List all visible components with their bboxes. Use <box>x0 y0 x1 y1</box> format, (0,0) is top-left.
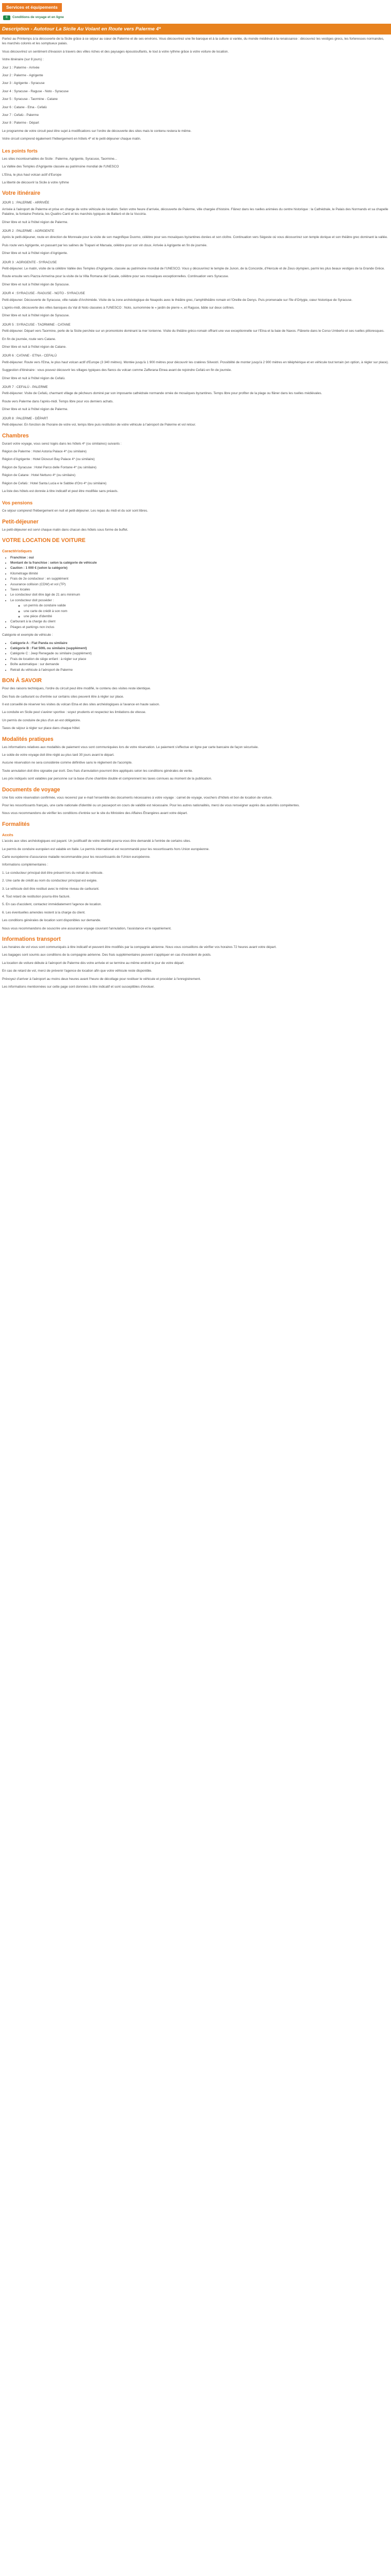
day-paragraph: Petit-déjeuner. Découverte de Syracuse, ville natale d'Archimède. Visite de la zone archéologique de Neapolis avec le théâtre grec, l'amphithéâtre romain et l'Oreille de Denys. Puis promenade sur l'île d'Ortygie, cœur historique de Syracuse. <box>2 298 353 302</box>
day-paragraph: Route vers Palerme dans l'après-midi. Temps libre pour vos derniers achats. <box>2 399 113 403</box>
car-feature-item: • Caution : 1 000 € (selon la catégorie) <box>10 566 389 570</box>
car-category-item: • Catégorie C : Jeep Renegade ou similaire (supplément) <box>10 651 389 656</box>
day-title: JOUR 7 : CEFALÙ - PALERME <box>2 385 48 389</box>
documents-paragraph: Nous vous recommandons de vérifier les conditions d'entrée sur le site du Ministère des Affaires Étrangères avant votre départ. <box>2 811 188 816</box>
day-paragraph: Petit-déjeuner. Visite de Cefalù, charmant village de pêcheurs dominé par son imposante cathédrale normande ornée de mosaïques byzantines. Temps libre pour profiter de la plage ou flâner dans les ruelles médiévales. <box>2 392 322 396</box>
section-heading-payment: Modalités pratiques <box>2 736 54 742</box>
car-feature-subitem: ◦ une pièce d'identité <box>24 614 389 619</box>
formalites-paragraph: Informations complémentaires : <box>2 863 48 867</box>
intro-paragraph: Le programme de votre circuit peut être sujet à modifications sur l'ordre de découverte des sites mais le contenu restera le même. <box>2 129 192 133</box>
section-heading-rooms: Chambres <box>2 432 29 439</box>
intro-paragraph: Jour 5 : Syracuse - Taormine - Catane <box>2 97 58 101</box>
room-item: La liste des hôtels est donnée à titre indicatif et peut être modifiée sans préavis. <box>2 489 119 493</box>
formalites-paragraph: Carte européenne d'assurance maladie recommandée pour les ressortissants de l'Union européenne. <box>2 855 151 859</box>
car-category-note: Catégorie et exemple de véhicule : <box>2 633 53 637</box>
day-paragraph: L'après-midi, découverte des villes baroques du Val di Noto classées à l'UNESCO : Noto, surnommée le « jardin de pierre », et Raguse, bâtie sur deux collines. <box>2 306 235 310</box>
car-rental-subheading: Caractéristiques <box>2 549 32 554</box>
intro-paragraph: Jour 1 : Palerme - Arrivée <box>2 65 40 70</box>
formalites-paragraph: L'accès aux sites archéologiques est payant. Un justificatif de votre identité pourra vous être demandé à l'entrée de certains sites. <box>2 839 191 843</box>
car-category-list <box>10 641 389 672</box>
points-line: Les sites incontournables de Sicile : Palerme, Agrigente, Syracuse, Taormine... <box>2 157 117 161</box>
payment-paragraph: Les prix indiqués sont valables par personne sur la base d'une chambre double et comprennent les taxes connues au moment de la publication. <box>2 777 212 781</box>
footer-spacer <box>0 993 391 1012</box>
room-item: Région d'Agrigente : Hotel Dioscuri Bay Palace 4* (ou similaire) <box>2 457 95 462</box>
formalites-paragraph: Le permis de conduire européen est valable en Italie. Le permis international est recommandé pour les ressortissants hors Union européenne. <box>2 847 210 851</box>
day-paragraph: Dîner libre et nuit à l'hôtel région de Palerme. <box>2 408 69 412</box>
conditions-link[interactable]: Conditions de voyage et en ligne <box>12 15 64 20</box>
car-feature-item: • Assurance collision (CDW) et vol (TP) <box>10 582 389 587</box>
day-paragraph: Dîner libre et nuit à l'hôtel région de Syracuse. <box>2 282 70 286</box>
car-category-item: • Catégorie B : Fiat 500L ou similaire (supplément) <box>10 646 389 651</box>
transport-paragraph: Les horaires de vol vous sont communiqués à titre indicatif et peuvent être modifiés par la compagnie aérienne. Nous vous conseillons de vérifier vos horaires 72 heures avant votre départ. <box>2 945 277 950</box>
intro-paragraph: Jour 4 : Syracuse - Raguse - Noto - Syracuse <box>2 89 69 93</box>
formalites-paragraph: Les conditions générales de location sont disponibles sur demande. <box>2 919 101 923</box>
section-heading-breakfast: Petit-déjeuner <box>2 518 39 525</box>
services-tag: Services et équipements <box>2 3 62 12</box>
points-line: L'Etna, le plus haut volcan actif d'Europe <box>2 173 62 177</box>
rooms-intro: Durant votre voyage, vous serez logés dans les hôtels 4* (ou similaires) suivants : <box>2 442 122 446</box>
day-paragraph: Route ensuite vers Piazza Armerina pour la visite de la Villa Romana del Casale, célèbre pour ses mosaïques exceptionnelles. Continuation vers Syracuse. <box>2 275 229 279</box>
day-title: JOUR 6 : CATANE - ETNA - CEFALÙ <box>2 354 57 358</box>
day-title: JOUR 8 : PALERME - DÉPART <box>2 416 48 420</box>
day-title: JOUR 2 : PALERME - AGRIGENTE <box>2 229 55 233</box>
day-paragraph: Dîner libre et nuit à l'hôtel région d'Agrigente. <box>2 251 68 256</box>
formalites-paragraph: 4. Tout retard de restitution pourra être facturé. <box>2 895 71 899</box>
car-category-item: • Frais de location de siège enfant : à régler sur place <box>10 657 389 662</box>
formalites-paragraph: 3. Le véhicule doit être restitué avec le même niveau de carburant. <box>2 887 100 891</box>
conditions-row[interactable] <box>3 14 391 21</box>
page-title: Description - Autotour La Sicile Au Volant en Route vers Palerme 4* <box>0 24 391 35</box>
section-heading-points: Les points forts <box>2 148 38 154</box>
main-content <box>0 37 391 990</box>
day-paragraph: Petit-déjeuner. Le matin, visite de la célèbre Vallée des Temples d'Agrigente, classée au patrimoine mondial de l'UNESCO. Vous y découvrirez le temple de Junon, de la Concorde, d'Hercule et de Zeus olympien, parmi les plus beaux vestiges de la Grande Grèce. <box>2 266 385 270</box>
car-category-item: • Catégorie A : Fiat Panda ou similaire <box>10 641 389 646</box>
formalites-paragraph: 1. Le conducteur principal doit être présent lors du retrait du véhicule. <box>2 871 104 875</box>
car-feature-subitem: ◦ un permis de conduire valide <box>24 603 389 608</box>
day-paragraph: Dîner libre et nuit à l'hôtel région de Cefalù. <box>2 376 66 380</box>
intro-paragraph: Jour 3 : Agrigente - Syracuse <box>2 81 45 86</box>
car-feature-item: • Péages et parkings non inclus <box>10 625 389 630</box>
car-feature-item: • Taxes locales <box>10 587 389 592</box>
intro-paragraph: Jour 7 : Cefalù - Palerme <box>2 113 39 117</box>
day-paragraph: Suggestion d'itinéraire : vous pouvez découvrir les villages typiques des flancs du volcan comme Zafferana Etnea avant de rejoindre Cefalù en fin de journée. <box>2 368 232 372</box>
formalites-subheading: Accès <box>2 832 13 837</box>
car-feature-item: • Le conducteur doit être âgé de 21 ans minimum <box>10 592 389 597</box>
points-line: La Vallée des Temples d'Agrigente classée au patrimoine mondial de l'UNESCO <box>2 165 119 169</box>
day-title: JOUR 3 : AGRIGENTE - SYRACUSE <box>2 260 57 264</box>
car-features-list <box>10 555 389 630</box>
room-item: Région de Palerme : Hotel Astoria Palace 4* (ou similaire) <box>2 449 87 453</box>
breakfast-text: Le petit-déjeuner est servi chaque matin dans chacun des hôtels sous forme de buffet. <box>2 528 128 532</box>
room-item: Région de Syracuse : Hotel Parco delle Fontane 4* (ou similaire) <box>2 465 96 469</box>
section-heading-formalites: Formalités <box>2 821 30 827</box>
intro-paragraph: Jour 6 : Catane - Etna - Cefalù <box>2 105 47 109</box>
day-paragraph: En fin de journée, route vers Catane. <box>2 337 56 341</box>
formalites-paragraph: Nous vous recommandons de souscrire une assurance voyage couvrant l'annulation, l'assistance et le rapatriement. <box>2 926 172 930</box>
section-heading-transport: Informations transport <box>2 936 61 943</box>
day-paragraph: Petit-déjeuner. Départ vers Taormine, perle de la Sicile perchée sur un promontoire dominant la mer Ionienne. Visite du théâtre gréco-romain offrant une vue exceptionnelle sur l'Etna et la baie de Naxos. Flânerie dans le Corso Umberto et ses ruelles pittoresques. <box>2 329 385 333</box>
pensions-text: Ce séjour comprend l'hébergement en nuit et petit-déjeuner. Les repas du midi et du soir sont libres. <box>2 509 148 513</box>
intro-paragraph: Vous découvrirez un sentiment d'évasion à travers des villes riches et des paysages époustouflants, le tout à votre rythme grâce à votre voiture de location. <box>2 49 229 54</box>
section-heading-documents: Documents de voyage <box>2 786 60 793</box>
day-title: JOUR 5 : SYRACUSE - TAORMINE - CATANE <box>2 323 71 327</box>
day-title: JOUR 1 : PALERME - ARRIVÉE <box>2 201 50 205</box>
intro-paragraph: Votre itinéraire (sur 8 jours) : <box>2 58 44 62</box>
car-feature-item: • Montant de la franchise : selon la catégorie de véhicule <box>10 561 389 565</box>
car-feature-item: • Frais de 2e conducteur : en supplément <box>10 577 389 581</box>
documents-paragraph: Une fois votre réservation confirmée, vous recevrez par e-mail l'ensemble des documents nécessaires à votre voyage : carnet de voyage, vouchers d'hôtels et bon de location de voiture. <box>2 795 273 800</box>
day-paragraph: Puis route vers Agrigente, en passant par les salines de Trapani et Marsala, célèbre pour son vin doux. Arrivée à Agrigente en fin de journée. <box>2 243 207 247</box>
documents-paragraph: Pour les ressortissants français, une carte nationale d'identité ou un passeport en cours de validité est nécessaire. Pour les autres nationalités, merci de vous renseigner auprès des autorités compétentes. <box>2 803 300 807</box>
section-heading-bon-a-savoir: BON À SAVOIR <box>2 677 42 684</box>
day-paragraph: Arrivée à l'aéroport de Palerme et prise en charge de votre véhicule de location. Selon votre heure d'arrivée, découverte de Palerme, ville chargée d'histoire. Flânez dans les ruelles animées du centre historique : la Cathédrale, le Palais des Normands et sa chapelle Palatine, la fontaine Pretoria, les Quattro Canti et les marchés typiques de Ballarò et de la Vucciria. <box>2 207 388 216</box>
car-feature-item: • Franchise : oui <box>10 555 389 560</box>
page <box>0 0 391 1012</box>
payment-paragraph: Aucune réservation ne sera considérée comme définitive sans le règlement de l'acompte. <box>2 761 133 765</box>
transport-paragraph: Prévoyez d'arriver à l'aéroport au moins deux heures avant l'heure de décollage pour restituer le véhicule et procéder à l'enregistrement. <box>2 977 201 981</box>
transport-paragraph: En cas de retard de vol, merci de prévenir l'agence de location afin que votre véhicule reste disponible. <box>2 969 152 973</box>
car-category-item: • Retrait du véhicule à l'aéroport de Palerme <box>10 668 389 672</box>
payment-paragraph: Le solde de votre voyage doit être réglé au plus tard 30 jours avant le départ. <box>2 753 115 757</box>
formalites-paragraph: 2. Une carte de crédit au nom du conducteur principal est exigée. <box>2 879 97 883</box>
payment-paragraph: Les informations relatives aux modalités de paiement vous sont communiquées lors de votre réservation. Le paiement s'effectue en ligne par carte bancaire de façon sécurisée. <box>2 745 259 749</box>
transport-paragraph: Les informations mentionnées sur cette page sont données à titre indicatif et sont susceptibles d'évoluer. <box>2 985 155 989</box>
intro-paragraph: Jour 2 : Palerme - Agrigente <box>2 74 43 78</box>
section-heading-car-rental: VOTRE LOCATION DE VOITURE <box>2 537 86 544</box>
intro-paragraph: Partez au Printemps à la découverte de la Sicile grâce à ce séjour au cœur de Palerme et de ses environs. Vous découvrirez une île baroque et à la culture si variée, du monde médiéval à la renaissance : découvrez les vestiges grecs, les forteresses normandes, les marchés colorés et les somptueux palais. <box>2 37 384 46</box>
day-paragraph: Dîner libre et nuit à l'hôtel région de Syracuse. <box>2 314 70 318</box>
day-paragraph: Après le petit-déjeuner, route en direction de Monreale pour la visite de son magnifique Duomo, célèbre pour ses mosaïques byzantines dorées et son cloître. Continuation vers Ségeste où vous découvrirez son temple dorique et son théâtre grec dominant la vallée. <box>2 235 388 240</box>
transport-paragraph: La location de voiture débute à l'aéroport de Palerme dès votre arrivée et se termine au même endroit le jour de votre départ. <box>2 961 185 965</box>
room-item: Région de Cefalù : Hotel Santa Lucia e le Sabbie d'Oro 4* (ou similaire) <box>2 481 107 485</box>
bon-a-savoir-line: Taxes de séjour à régler sur place dans chaque hôtel. <box>2 726 80 731</box>
day-paragraph: Dîner libre et nuit à l'hôtel région de Catane. <box>2 345 67 349</box>
bon-a-savoir-line: Des frais de carburant ou d'entrée sur certains sites peuvent être à régler sur place. <box>2 694 124 699</box>
bon-a-savoir-line: Il est conseillé de réserver les visites du volcan Etna et des sites archéologiques à l'avance en haute saison. <box>2 702 160 706</box>
section-heading-pensions: Vos pensions <box>2 500 33 506</box>
car-feature-item: • Le conducteur doit posséder : ◦ un permis de conduire valide ◦ une carte de crédit à son nom ◦ une pièce d'identité <box>10 598 389 619</box>
bon-a-savoir-line: Un permis de conduire de plus d'un an est obligatoire. <box>2 718 81 722</box>
car-feature-subitem: ◦ une carte de crédit à son nom <box>24 609 389 614</box>
day-paragraph: Petit-déjeuner. Route vers l'Etna, le plus haut volcan actif d'Europe (3 340 mètres). Montée jusqu'à 1 900 mètres pour découvrir les cratères Silvestri. Possibilité de monter jusqu'à 2 900 mètres en téléphérique et en véhicule tout terrain (en option, à régler sur place). <box>2 360 389 364</box>
section-heading-itinerary: Votre itinéraire <box>2 190 40 197</box>
points-line: La liberté de découvrir la Sicile à votre rythme <box>2 180 69 184</box>
formalites-paragraph: 5. En cas d'accident, contactez immédiatement l'agence de location. <box>2 903 102 907</box>
formalites-paragraph: 6. Les éventuelles amendes restent à la charge du client. <box>2 910 86 914</box>
day-paragraph: Dîner libre et nuit à l'hôtel région de Palerme. <box>2 220 69 224</box>
room-item: Région de Catane : Hotel Nettuno 4* (ou similaire) <box>2 473 76 478</box>
day-paragraph: Petit-déjeuner. En fonction de l'horaire de votre vol, temps libre puis restitution de votre véhicule à l'aéroport de Palerme et vol retour. <box>2 423 196 427</box>
bon-a-savoir-line: La conduite en Sicile peut s'avérer sportive : soyez prudents et respectez les limitations de vitesse. <box>2 710 146 715</box>
car-feature-sublist <box>24 603 389 619</box>
bon-a-savoir-line: Pour des raisons techniques, l'ordre du circuit peut être modifié, le contenu des visites reste identique. <box>2 687 151 691</box>
intro-paragraph: Jour 8 : Palerme - Départ <box>2 121 39 125</box>
car-category-item: • Boîte automatique : sur demande <box>10 662 389 667</box>
car-feature-item: • Carburant à la charge du client <box>10 619 389 624</box>
payment-paragraph: Toute annulation doit être signalée par écrit. Des frais d'annulation pourront être appliqués selon les conditions générales de vente. <box>2 769 193 773</box>
transport-paragraph: Les bagages sont soumis aux conditions de la compagnie aérienne. Des frais supplémentaires peuvent s'appliquer en cas d'excédent de poids. <box>2 953 211 957</box>
intro-paragraph: Votre circuit comprend également l'hébergement en hôtels 4* et le petit-déjeuner chaque matin. <box>2 137 141 141</box>
day-title: JOUR 4 : SYRACUSE - RAGUSE - NOTO - SYRACUSE <box>2 292 85 296</box>
conditions-logo-icon: C <box>3 15 10 20</box>
car-feature-item: • Kilométrage illimité <box>10 571 389 576</box>
